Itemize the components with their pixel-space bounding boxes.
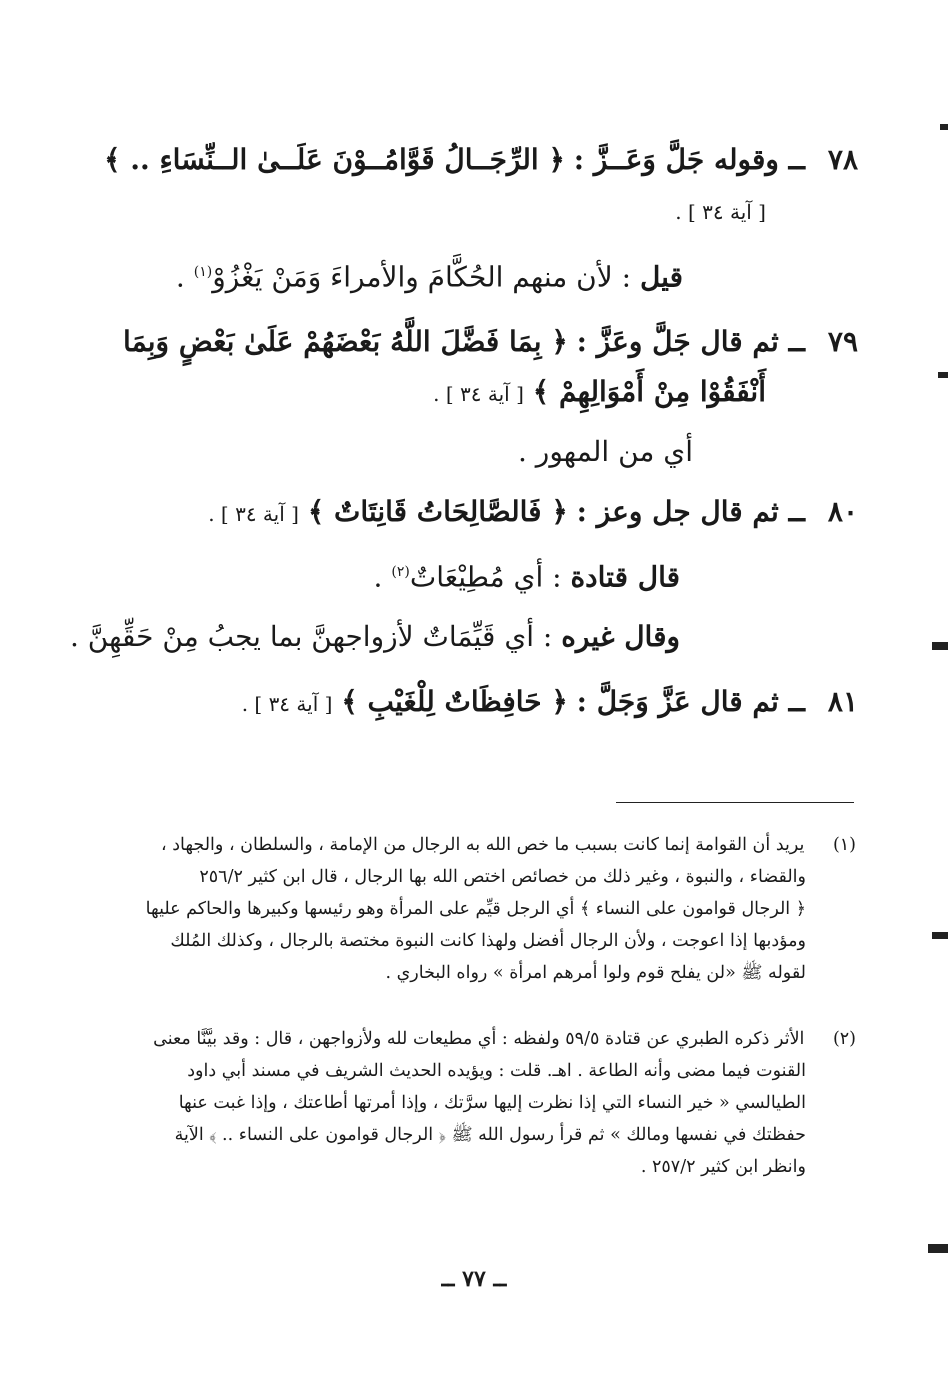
entry-lead: ــ ثم قال جَلَّ وعَزَّ : <box>576 325 806 358</box>
entry-number: ٧٨ <box>827 143 858 176</box>
footnote-line: الطيالسي « خير النساء التي إذا نظرت إليها سرَّتك ، وإذا أمرتها أطاعتك ، وإذا غبت عنها <box>178 1093 806 1113</box>
entry-79-line-2 <box>433 372 766 414</box>
footnote-ref: (١) <box>193 264 213 280</box>
footnote-text: الأثر ذكره الطبري عن قتادة ٥٩/٥ ولفظه : أي مطيعات لله ولأزواجهن ، قال : وقد بيَّنَّا معنى <box>153 1029 805 1049</box>
scan-edge-mark <box>938 372 948 378</box>
footnote-line: القنوت فيما مضى وأنه الطاعة . اهـ. قلت : ويؤيده الحديث الشريف في مسند أبي داود <box>187 1061 806 1081</box>
speaker: وقال غيره <box>561 620 680 653</box>
entry-number: ٨٠ <box>827 495 858 528</box>
commentary-line: أي من المهور . <box>518 435 693 468</box>
entry-lead: ــ ثم قال عَزَّ وَجَلَّ : <box>576 685 806 718</box>
entry-number: ٧٩ <box>827 325 858 358</box>
quran-verse: ﴿ بِمَا فَضَّلَ اللَّهُ بَعْضَهُمْ عَلَىٰ بَعْضٍ وَبِمَا <box>123 325 568 358</box>
entry-lead: ــ وقوله جَلَّ وَعَــزَّ : <box>573 143 806 176</box>
entry-lead: ــ ثم قال جل وعز : <box>576 495 806 528</box>
footnote-line: وانظر ابن كثير ٢٥٧/٢ . <box>640 1157 806 1177</box>
footnote-ref: (٢) <box>391 564 410 580</box>
scan-edge-mark <box>932 642 948 650</box>
footnote-line: ﴿ الرجال قوامون على النساء ﴾ أي الرجل قيِّم على المرأة وهو رئيسها وكبيرها والحاكم عليها <box>145 899 806 919</box>
footnote-separator <box>616 802 854 803</box>
quran-verse: ﴿ حَافِظَاتٌ لِلْغَيْبِ ﴾ <box>341 685 568 718</box>
entry-80-line <box>208 492 858 534</box>
commentary-line <box>374 552 680 597</box>
commentary-line <box>176 252 683 297</box>
verse-citation: [ آية ٣٤ ] . <box>433 382 524 406</box>
punct: . <box>175 260 194 294</box>
verse-citation: [ آية ٣٤ ] . <box>675 200 766 224</box>
speaker: قال قتادة <box>570 560 680 594</box>
quran-verse: ﴿ فَالصَّالِحَاتُ قَانِتَاتٌ ﴾ <box>307 495 568 528</box>
commentary-text: : أي مُطِيْعَاتٌ <box>409 560 562 594</box>
footnote-line <box>153 1024 856 1054</box>
footnote-line: ومؤدبها إذا اعوجت ، ولأن الرجال أفضل ولهذا كانت النبوة مختصة بالرجال ، وكذلك المُلك <box>170 931 806 951</box>
punct: . <box>373 560 392 594</box>
scan-edge-mark <box>940 124 948 130</box>
footnote-line: لقوله ﷺ «لن يفلح قوم ولوا أمرهم امرأة » رواه البخاري . <box>385 963 806 983</box>
verse-citation: [ آية ٣٤ ] . <box>208 502 299 526</box>
footnote-line: والقضاء ، والنبوة ، وغير ذلك من خصائص اختص الله بها الرجال ، قال ابن كثير ٢٥٦/٢ <box>199 867 806 887</box>
scan-edge-mark <box>928 1244 948 1253</box>
footnote-text: يريد أن القوامة إنما كانت بسبب ما خص الله به الرجال من الإمامة ، والسلطان ، والجهاد ، <box>161 835 805 855</box>
entry-79-line <box>123 322 858 362</box>
entry-number: ٨١ <box>827 685 858 718</box>
scan-edge-mark <box>932 932 948 939</box>
quran-verse: ﴿ الرِّجَــالُ قَوَّامُــوْنَ عَلَــىٰ الــنِّسَاءِ .. ﴾ <box>104 143 565 176</box>
footnote-line: حفظتك في نفسها ومالك » ثم قرأ رسول الله ﷺ ﴿ الرجال قوامون على النساء .. ﴾ الآية <box>174 1125 806 1145</box>
entry-78-line <box>104 140 858 180</box>
page-number: ــ ٧٧ ــ <box>441 1266 507 1292</box>
footnote-number: (١) <box>832 835 856 855</box>
quran-verse: أَنْفَقُوْا مِنْ أَمْوَالِهِمْ ﴾ <box>532 375 766 408</box>
footnote-line <box>161 830 856 860</box>
commentary-line <box>70 617 680 657</box>
speaker: قيل <box>639 260 683 294</box>
verse-citation: [ آية ٣٤ ] . <box>241 692 333 716</box>
footnote-number: (٢) <box>832 1029 856 1049</box>
commentary-text: : أي قَيِّمَاتٌ لأزواجهنَّ بما يجبُ مِنْ حَقِّهِنَّ . <box>70 620 553 653</box>
commentary-text: : لأن منهم الحُكَّامَ والأمراءَ وَمَنْ يَغْزُوْ <box>212 260 632 294</box>
entry-81-line <box>242 682 858 724</box>
